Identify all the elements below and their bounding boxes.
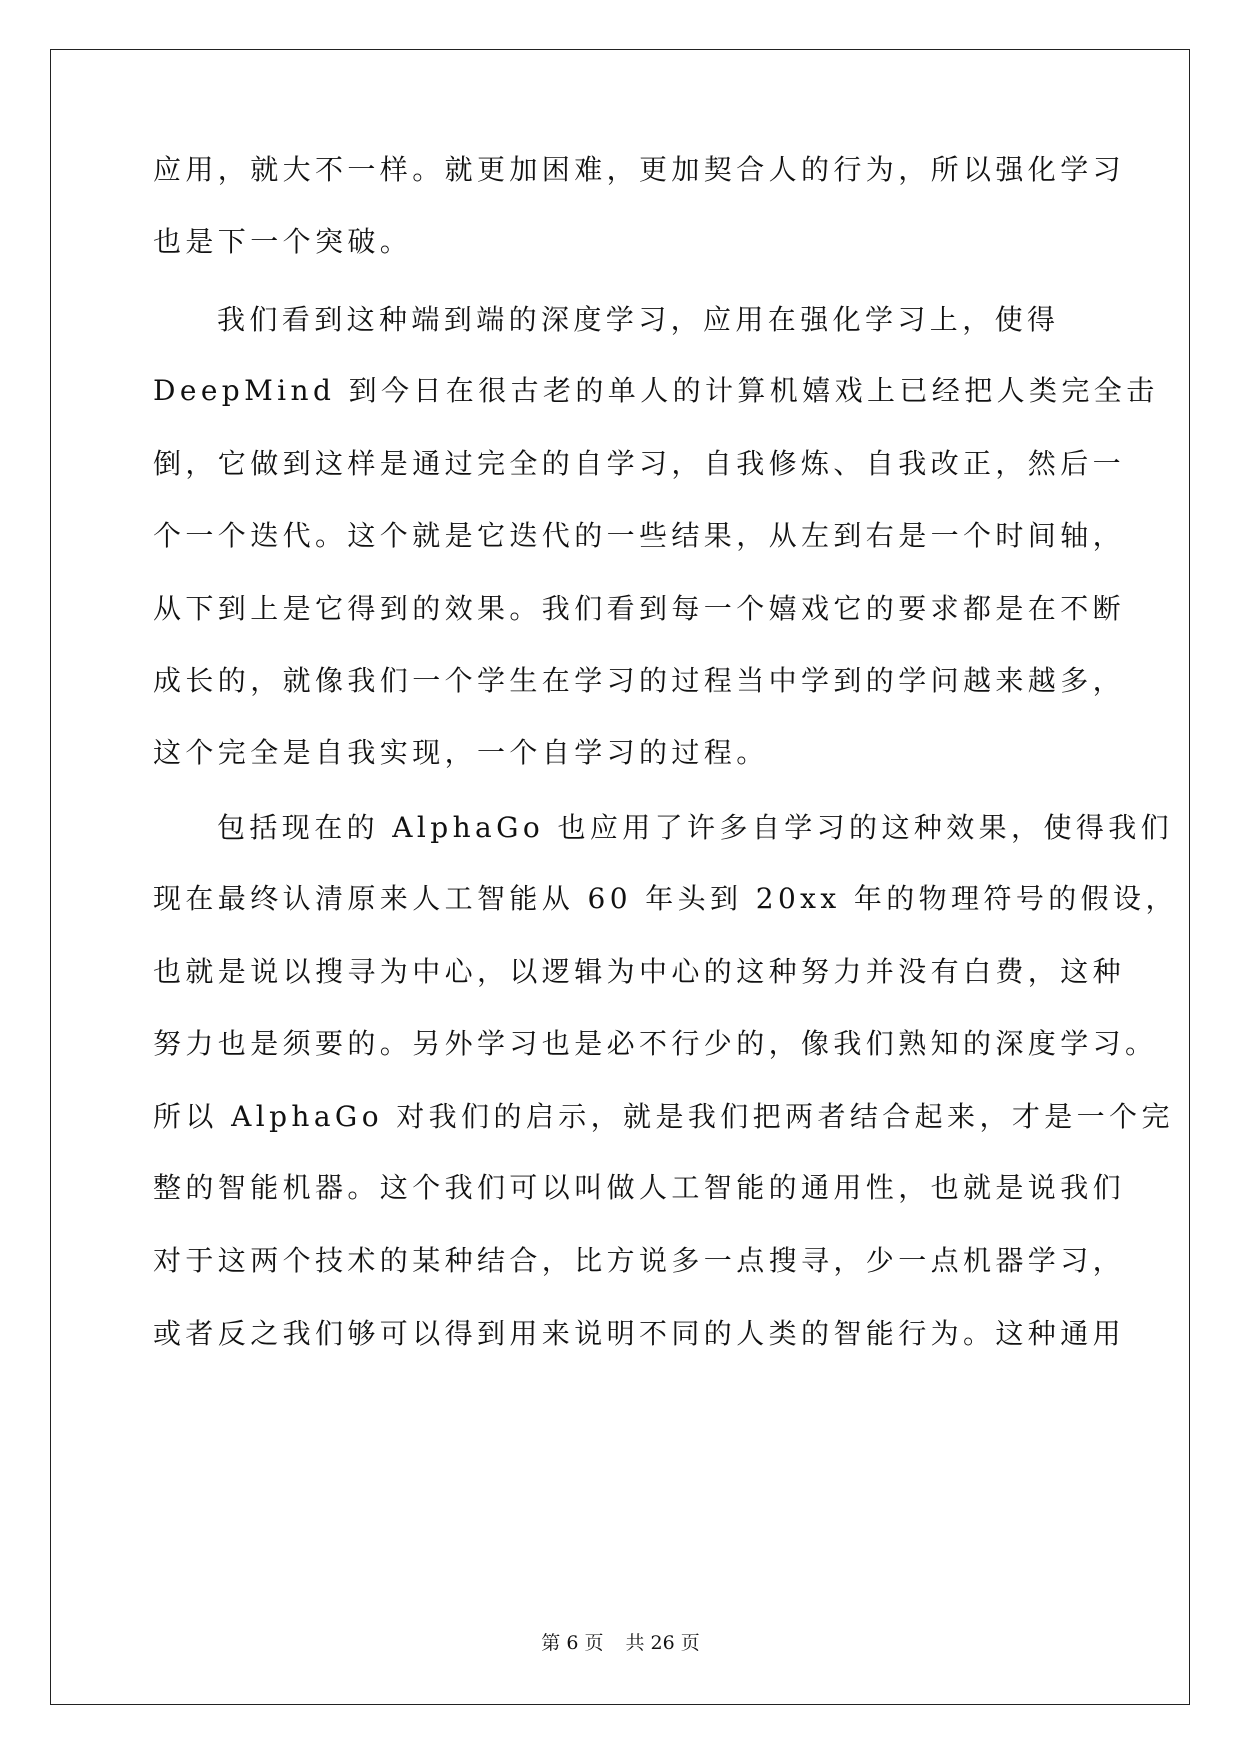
- page-total: 共 26 页: [625, 1632, 700, 1654]
- text-line: 也就是说以搜寻为中心，以逻辑为中心的这种努力并没有白费，这种: [153, 955, 1126, 988]
- page-footer: [0, 1630, 1241, 1656]
- text-line: 现在最终认清原来人工智能从 60 年头到 20xx 年的物理符号的假设，: [153, 882, 1178, 915]
- text-line: DeepMind 到今日在很古老的单人的计算机嬉戏上已经把人类完全击: [153, 374, 1159, 407]
- text-line: 我们看到这种端到端的深度学习，应用在强化学习上，使得: [217, 303, 1060, 336]
- text-line: 包括现在的 AlphaGo 也应用了许多自学习的这种效果，使得我们: [217, 811, 1174, 844]
- text-line: 也是下一个突破。: [153, 225, 413, 258]
- text-line: 倒，它做到这样是通过完全的自学习，自我修炼、自我改正，然后一: [153, 447, 1126, 480]
- text-line: 从下到上是它得到的效果。我们看到每一个嬉戏它的要求都是在不断: [153, 592, 1126, 625]
- text-line: 对于这两个技术的某种结合，比方说多一点搜寻，少一点机器学习，: [153, 1244, 1126, 1277]
- text-line: 所以 AlphaGo 对我们的启示，就是我们把两者结合起来，才是一个完: [153, 1100, 1174, 1133]
- text-line: 个一个迭代。这个就是它迭代的一些结果，从左到右是一个时间轴，: [153, 519, 1126, 552]
- page-number: 第 6 页: [541, 1632, 604, 1654]
- text-line: 这个完全是自我实现，一个自学习的过程。: [153, 736, 769, 769]
- text-line: 努力也是须要的。另外学习也是必不行少的，像我们熟知的深度学习。: [153, 1027, 1158, 1060]
- text-line: 整的智能机器。这个我们可以叫做人工智能的通用性，也就是说我们: [153, 1171, 1126, 1204]
- text-line: 应用，就大不一样。就更加困难，更加契合人的行为，所以强化学习: [153, 153, 1126, 186]
- text-line: 或者反之我们够可以得到用来说明不同的人类的智能行为。这种通用: [153, 1317, 1126, 1350]
- page-border: [50, 49, 1190, 1705]
- text-line: 成长的，就像我们一个学生在学习的过程当中学到的学问越来越多，: [153, 664, 1126, 697]
